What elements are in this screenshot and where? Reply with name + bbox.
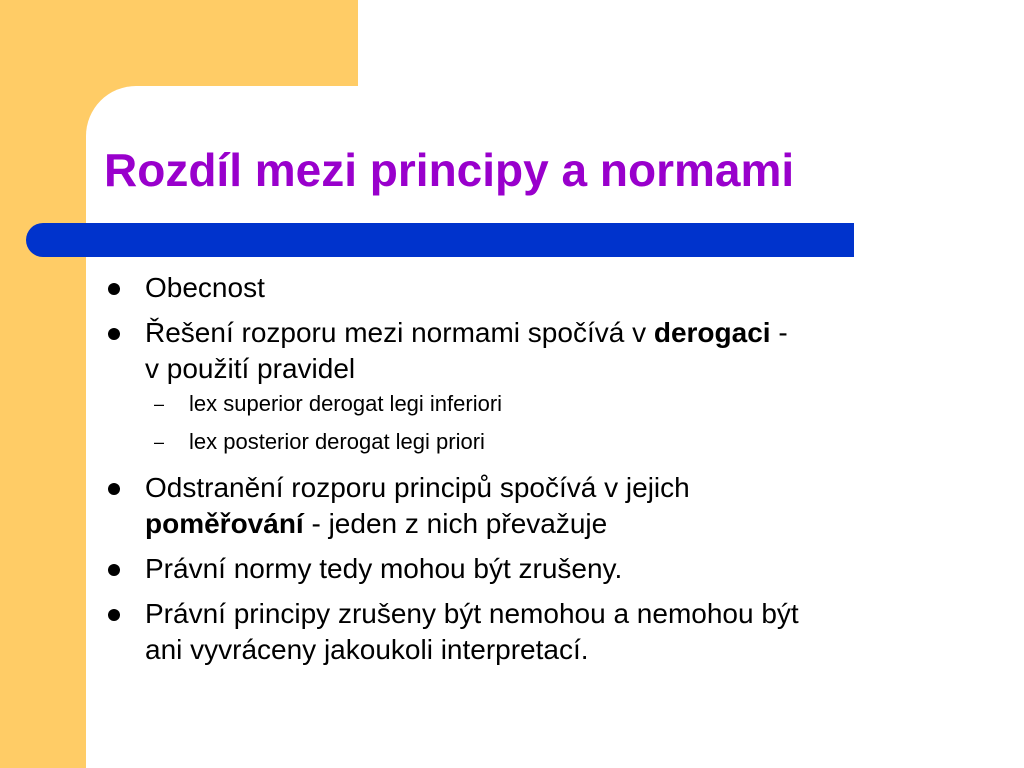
bullet-item — [104, 596, 984, 668]
dash-icon: – — [154, 394, 165, 414]
slide-title: Rozdíl mezi principy a normami — [104, 144, 795, 196]
bullet-text-part: Odstranění rozporu principů spočívá v jejich — [145, 472, 690, 503]
bullet-item — [104, 270, 984, 306]
bullet-item — [104, 315, 984, 387]
sub-bullet-item — [104, 428, 984, 456]
bullet-dot-icon — [108, 609, 120, 621]
bullet-dot-icon — [108, 564, 120, 576]
bullet-dot-icon — [108, 328, 120, 340]
sub-bullet-item — [104, 390, 984, 418]
bullet-text-part: Řešení rozporu mezi normami spočívá v — [145, 317, 654, 348]
sub-bullet-text: lex posterior derogat legi priori — [189, 429, 485, 454]
bullet-list — [104, 270, 984, 677]
bullet-item — [104, 470, 984, 542]
bullet-dot-icon — [108, 283, 120, 295]
dash-icon: – — [154, 432, 165, 452]
bullet-text-part: ani vyvráceny jakoukoli interpretací. — [145, 634, 589, 665]
bullet-dot-icon — [108, 483, 120, 495]
bullet-text-part: Právní principy zrušeny být nemohou a nemohou být — [145, 598, 799, 629]
bullet-text: Obecnost — [145, 272, 265, 303]
bullet-text: Právní normy tedy mohou být zrušeny. — [145, 553, 623, 584]
bullet-emphasis: poměřování — [145, 508, 304, 539]
bullet-text-part: - — [770, 317, 788, 348]
bullet-text-part: v použití pravidel — [145, 353, 356, 384]
sub-bullet-text: lex superior derogat legi inferiori — [189, 391, 503, 416]
accent-bar — [26, 223, 854, 257]
bullet-item — [104, 551, 984, 587]
bullet-text-part: - jeden z nich převažuje — [303, 508, 608, 539]
bullet-emphasis: derogaci — [653, 317, 771, 348]
